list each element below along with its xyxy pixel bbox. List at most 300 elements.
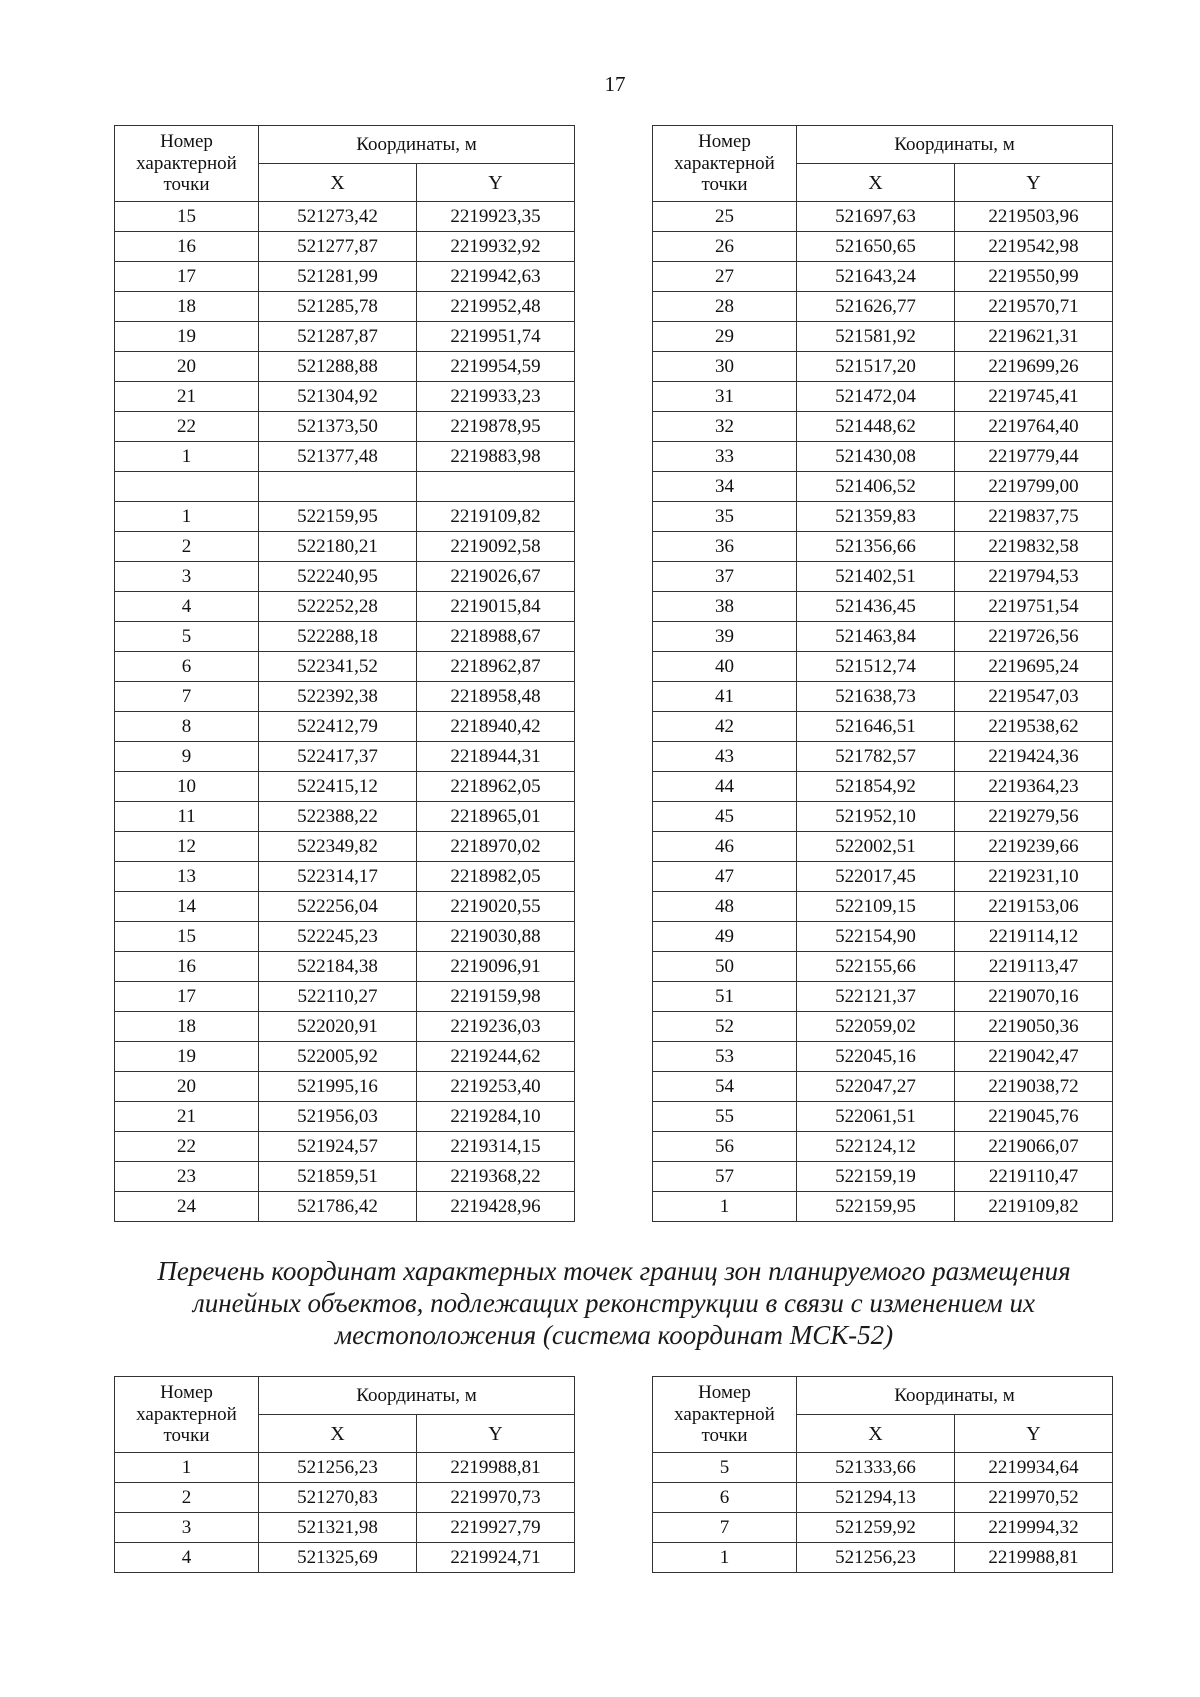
y-coordinate-cell: 2219699,26 <box>955 352 1113 382</box>
point-number-cell: 38 <box>653 592 797 622</box>
y-coordinate-cell: 2218958,48 <box>417 682 575 712</box>
x-coordinate-cell: 521333,66 <box>797 1453 955 1483</box>
point-number-cell: 33 <box>653 442 797 472</box>
header-y: Y <box>417 164 575 202</box>
x-coordinate-cell: 522020,91 <box>259 1012 417 1042</box>
point-number-cell: 28 <box>653 292 797 322</box>
point-number-cell: 17 <box>115 262 259 292</box>
point-number-cell: 39 <box>653 622 797 652</box>
x-coordinate-cell: 522110,27 <box>259 982 417 1012</box>
header-coordinates: Координаты, м <box>259 1377 575 1415</box>
y-coordinate-cell: 2219030,88 <box>417 922 575 952</box>
x-coordinate-cell: 521281,99 <box>259 262 417 292</box>
point-number-cell: 49 <box>653 922 797 952</box>
x-coordinate-cell: 521854,92 <box>797 772 955 802</box>
coordinates-table-2 <box>652 125 1113 1222</box>
header-point-number: Номер характерной точки <box>653 126 797 202</box>
x-coordinate-cell: 521581,92 <box>797 322 955 352</box>
point-number-cell: 10 <box>115 772 259 802</box>
point-number-cell: 21 <box>115 1102 259 1132</box>
x-coordinate-cell: 522341,52 <box>259 652 417 682</box>
y-coordinate-cell: 2219751,54 <box>955 592 1113 622</box>
x-coordinate-cell: 521782,57 <box>797 742 955 772</box>
y-coordinate-cell: 2219927,79 <box>417 1513 575 1543</box>
x-coordinate-cell: 522314,17 <box>259 862 417 892</box>
y-coordinate-cell: 2219542,98 <box>955 232 1113 262</box>
table-row <box>115 952 575 982</box>
y-coordinate-cell: 2219368,22 <box>417 1162 575 1192</box>
x-coordinate-cell: 521277,87 <box>259 232 417 262</box>
x-coordinate-cell: 521952,10 <box>797 802 955 832</box>
table-row <box>115 1072 575 1102</box>
y-coordinate-cell: 2219988,81 <box>955 1543 1113 1573</box>
header-x: X <box>259 164 417 202</box>
x-coordinate-cell: 521650,65 <box>797 232 955 262</box>
y-coordinate-cell: 2219952,48 <box>417 292 575 322</box>
y-coordinate-cell: 2219923,35 <box>417 202 575 232</box>
point-number-cell: 12 <box>115 832 259 862</box>
table-row <box>115 532 575 562</box>
table-row <box>115 1102 575 1132</box>
point-number-cell: 46 <box>653 832 797 862</box>
y-coordinate-cell <box>417 472 575 502</box>
x-coordinate-cell: 522002,51 <box>797 832 955 862</box>
x-coordinate-cell: 521995,16 <box>259 1072 417 1102</box>
point-number-cell: 50 <box>653 952 797 982</box>
table-row <box>653 862 1113 892</box>
point-number-cell: 42 <box>653 712 797 742</box>
y-coordinate-cell: 2219239,66 <box>955 832 1113 862</box>
y-coordinate-cell: 2219236,03 <box>417 1012 575 1042</box>
x-coordinate-cell: 521325,69 <box>259 1543 417 1573</box>
x-coordinate-cell: 522388,22 <box>259 802 417 832</box>
table-row <box>653 742 1113 772</box>
point-number-cell: 9 <box>115 742 259 772</box>
x-coordinate-cell: 521924,57 <box>259 1132 417 1162</box>
x-coordinate-cell: 521517,20 <box>797 352 955 382</box>
table-row <box>653 1102 1113 1132</box>
header-x: X <box>797 164 955 202</box>
x-coordinate-cell <box>259 472 417 502</box>
point-number-cell: 15 <box>115 922 259 952</box>
point-number-cell: 18 <box>115 292 259 322</box>
point-number-cell: 18 <box>115 1012 259 1042</box>
x-coordinate-cell: 522392,38 <box>259 682 417 712</box>
table-row <box>653 682 1113 712</box>
x-coordinate-cell: 522047,27 <box>797 1072 955 1102</box>
y-coordinate-cell: 2219994,32 <box>955 1513 1113 1543</box>
table-row <box>653 1162 1113 1192</box>
header-y: Y <box>417 1415 575 1453</box>
x-coordinate-cell: 521373,50 <box>259 412 417 442</box>
point-number-cell: 1 <box>115 442 259 472</box>
table-row <box>653 952 1113 982</box>
table-row <box>653 622 1113 652</box>
point-number-cell: 40 <box>653 652 797 682</box>
y-coordinate-cell: 2219070,16 <box>955 982 1113 1012</box>
coordinates-table-4 <box>652 1376 1113 1573</box>
table-row <box>653 1483 1113 1513</box>
x-coordinate-cell: 521436,45 <box>797 592 955 622</box>
point-number-cell: 2 <box>115 532 259 562</box>
table-row <box>115 202 575 232</box>
y-coordinate-cell: 2219764,40 <box>955 412 1113 442</box>
y-coordinate-cell: 2219550,99 <box>955 262 1113 292</box>
y-coordinate-cell: 2219314,15 <box>417 1132 575 1162</box>
x-coordinate-cell: 522045,16 <box>797 1042 955 1072</box>
point-number-cell: 57 <box>653 1162 797 1192</box>
point-number-cell: 5 <box>115 622 259 652</box>
y-coordinate-cell: 2219621,31 <box>955 322 1113 352</box>
table-row <box>115 1453 575 1483</box>
y-coordinate-cell: 2218982,05 <box>417 862 575 892</box>
y-coordinate-cell: 2219695,24 <box>955 652 1113 682</box>
header-coordinates: Координаты, м <box>797 126 1113 164</box>
y-coordinate-cell: 2219794,53 <box>955 562 1113 592</box>
header-point-number: Номер характерной точки <box>653 1377 797 1453</box>
x-coordinate-cell: 521377,48 <box>259 442 417 472</box>
x-coordinate-cell: 521285,78 <box>259 292 417 322</box>
table-row <box>115 592 575 622</box>
table-row <box>115 322 575 352</box>
y-coordinate-cell: 2219954,59 <box>417 352 575 382</box>
y-coordinate-cell: 2219878,95 <box>417 412 575 442</box>
y-coordinate-cell: 2219570,71 <box>955 292 1113 322</box>
table-row <box>115 922 575 952</box>
table-row <box>115 232 575 262</box>
x-coordinate-cell: 521697,63 <box>797 202 955 232</box>
point-number-cell: 6 <box>115 652 259 682</box>
point-number-cell: 29 <box>653 322 797 352</box>
point-number-cell: 37 <box>653 562 797 592</box>
y-coordinate-cell: 2219231,10 <box>955 862 1113 892</box>
y-coordinate-cell: 2218944,31 <box>417 742 575 772</box>
table-row <box>653 382 1113 412</box>
point-number-cell: 22 <box>115 412 259 442</box>
x-coordinate-cell: 521626,77 <box>797 292 955 322</box>
y-coordinate-cell: 2219015,84 <box>417 592 575 622</box>
point-number-cell: 5 <box>653 1453 797 1483</box>
point-number-cell: 2 <box>115 1483 259 1513</box>
y-coordinate-cell: 2219096,91 <box>417 952 575 982</box>
table-row <box>653 712 1113 742</box>
point-number-cell: 22 <box>115 1132 259 1162</box>
point-number-cell: 20 <box>115 352 259 382</box>
y-coordinate-cell: 2219932,92 <box>417 232 575 262</box>
table-row <box>653 1012 1113 1042</box>
point-number-cell: 23 <box>115 1162 259 1192</box>
x-coordinate-cell: 521463,84 <box>797 622 955 652</box>
point-number-cell: 15 <box>115 202 259 232</box>
y-coordinate-cell: 2219970,52 <box>955 1483 1113 1513</box>
table-row <box>653 292 1113 322</box>
table-row <box>115 1012 575 1042</box>
x-coordinate-cell: 521646,51 <box>797 712 955 742</box>
x-coordinate-cell: 522417,37 <box>259 742 417 772</box>
y-coordinate-cell: 2219942,63 <box>417 262 575 292</box>
table-row <box>115 412 575 442</box>
y-coordinate-cell: 2219799,00 <box>955 472 1113 502</box>
point-number-cell: 26 <box>653 232 797 262</box>
table-row <box>653 1042 1113 1072</box>
point-number-cell: 25 <box>653 202 797 232</box>
x-coordinate-cell: 521402,51 <box>797 562 955 592</box>
x-coordinate-cell: 522159,19 <box>797 1162 955 1192</box>
x-coordinate-cell: 521270,83 <box>259 1483 417 1513</box>
x-coordinate-cell: 522124,12 <box>797 1132 955 1162</box>
table-row <box>115 802 575 832</box>
header-point-number: Номер характерной точки <box>115 126 259 202</box>
y-coordinate-cell: 2219279,56 <box>955 802 1113 832</box>
point-number-cell: 48 <box>653 892 797 922</box>
x-coordinate-cell: 522245,23 <box>259 922 417 952</box>
table-row <box>115 1132 575 1162</box>
table-row <box>115 442 575 472</box>
table-row <box>115 712 575 742</box>
x-coordinate-cell: 522412,79 <box>259 712 417 742</box>
x-coordinate-cell: 521287,87 <box>259 322 417 352</box>
table-row <box>653 832 1113 862</box>
y-coordinate-cell: 2218970,02 <box>417 832 575 862</box>
point-number-cell: 7 <box>115 682 259 712</box>
y-coordinate-cell: 2219424,36 <box>955 742 1113 772</box>
point-number-cell: 14 <box>115 892 259 922</box>
y-coordinate-cell: 2219253,40 <box>417 1072 575 1102</box>
point-number-cell: 27 <box>653 262 797 292</box>
point-number-cell: 41 <box>653 682 797 712</box>
point-number-cell: 17 <box>115 982 259 1012</box>
x-coordinate-cell: 522121,37 <box>797 982 955 1012</box>
point-number-cell: 45 <box>653 802 797 832</box>
x-coordinate-cell: 522017,45 <box>797 862 955 892</box>
y-coordinate-cell: 2219110,47 <box>955 1162 1113 1192</box>
table-row <box>115 352 575 382</box>
x-coordinate-cell: 521273,42 <box>259 202 417 232</box>
point-number-cell: 30 <box>653 352 797 382</box>
point-number-cell: 51 <box>653 982 797 1012</box>
coordinates-table-1 <box>114 125 575 1222</box>
x-coordinate-cell: 522240,95 <box>259 562 417 592</box>
y-coordinate-cell: 2219951,74 <box>417 322 575 352</box>
table-row <box>115 892 575 922</box>
table-row <box>653 772 1113 802</box>
header-coordinates: Координаты, м <box>797 1377 1113 1415</box>
y-coordinate-cell: 2219988,81 <box>417 1453 575 1483</box>
x-coordinate-cell: 521859,51 <box>259 1162 417 1192</box>
header-point-number: Номер характерной точки <box>115 1377 259 1453</box>
point-number-cell: 1 <box>115 1453 259 1483</box>
y-coordinate-cell: 2219153,06 <box>955 892 1113 922</box>
y-coordinate-cell: 2219832,58 <box>955 532 1113 562</box>
point-number-cell: 8 <box>115 712 259 742</box>
section-title: Перечень координат характерных точек границ зон планируемого размещения линейных объектов, подлежащих реконструкции в связи с изменением их местоположения (система координат МСК-52) <box>157 1256 1071 1350</box>
x-coordinate-cell: 522159,95 <box>797 1192 955 1222</box>
x-coordinate-cell: 521359,83 <box>797 502 955 532</box>
point-number-cell: 43 <box>653 742 797 772</box>
table-row <box>653 232 1113 262</box>
table-row <box>115 832 575 862</box>
y-coordinate-cell: 2219045,76 <box>955 1102 1113 1132</box>
x-coordinate-cell: 521638,73 <box>797 682 955 712</box>
table-row <box>653 1132 1113 1162</box>
x-coordinate-cell: 522252,28 <box>259 592 417 622</box>
table-row <box>115 1543 575 1573</box>
x-coordinate-cell: 521294,13 <box>797 1483 955 1513</box>
x-coordinate-cell: 522061,51 <box>797 1102 955 1132</box>
point-number-cell: 16 <box>115 232 259 262</box>
y-coordinate-cell: 2219159,98 <box>417 982 575 1012</box>
y-coordinate-cell: 2219726,56 <box>955 622 1113 652</box>
x-coordinate-cell: 521288,88 <box>259 352 417 382</box>
table-row <box>115 682 575 712</box>
point-number-cell: 21 <box>115 382 259 412</box>
y-coordinate-cell: 2219883,98 <box>417 442 575 472</box>
x-coordinate-cell: 522256,04 <box>259 892 417 922</box>
point-number-cell: 36 <box>653 532 797 562</box>
table-row <box>653 532 1113 562</box>
page-number: 17 <box>604 72 626 96</box>
y-coordinate-cell: 2219779,44 <box>955 442 1113 472</box>
x-coordinate-cell: 521356,66 <box>797 532 955 562</box>
x-coordinate-cell: 522059,02 <box>797 1012 955 1042</box>
point-number-cell: 19 <box>115 1042 259 1072</box>
coordinates-table-3 <box>114 1376 575 1573</box>
point-number-cell: 7 <box>653 1513 797 1543</box>
y-coordinate-cell: 2219547,03 <box>955 682 1113 712</box>
table-row <box>115 742 575 772</box>
x-coordinate-cell: 521786,42 <box>259 1192 417 1222</box>
table-row <box>653 592 1113 622</box>
y-coordinate-cell: 2219428,96 <box>417 1192 575 1222</box>
table-row <box>653 802 1113 832</box>
x-coordinate-cell: 522288,18 <box>259 622 417 652</box>
x-coordinate-cell: 521259,92 <box>797 1513 955 1543</box>
table-row <box>653 562 1113 592</box>
point-number-cell: 4 <box>115 1543 259 1573</box>
table-row <box>653 652 1113 682</box>
table-row <box>653 1513 1113 1543</box>
table-row <box>115 1192 575 1222</box>
y-coordinate-cell: 2219042,47 <box>955 1042 1113 1072</box>
x-coordinate-cell: 522180,21 <box>259 532 417 562</box>
table-row <box>115 772 575 802</box>
table-row <box>653 1543 1113 1573</box>
y-coordinate-cell: 2219113,47 <box>955 952 1113 982</box>
point-number-cell: 34 <box>653 472 797 502</box>
table-row <box>115 1162 575 1192</box>
y-coordinate-cell: 2218962,05 <box>417 772 575 802</box>
x-coordinate-cell: 521304,92 <box>259 382 417 412</box>
table-row <box>653 262 1113 292</box>
table-row <box>653 442 1113 472</box>
x-coordinate-cell: 521321,98 <box>259 1513 417 1543</box>
header-y: Y <box>955 1415 1113 1453</box>
point-number-cell: 1 <box>653 1543 797 1573</box>
table-row <box>115 1513 575 1543</box>
table-row <box>115 262 575 292</box>
table-row <box>653 472 1113 502</box>
table-row <box>653 922 1113 952</box>
y-coordinate-cell: 2219837,75 <box>955 502 1113 532</box>
header-coordinates: Координаты, м <box>259 126 575 164</box>
x-coordinate-cell: 521643,24 <box>797 262 955 292</box>
y-coordinate-cell: 2219109,82 <box>417 502 575 532</box>
x-coordinate-cell: 521448,62 <box>797 412 955 442</box>
point-number-cell: 3 <box>115 562 259 592</box>
point-number-cell: 52 <box>653 1012 797 1042</box>
table-row <box>653 502 1113 532</box>
point-number-cell: 56 <box>653 1132 797 1162</box>
table-row <box>653 1453 1113 1483</box>
point-number-cell: 16 <box>115 952 259 982</box>
point-number-cell: 11 <box>115 802 259 832</box>
table-row <box>653 1072 1113 1102</box>
y-coordinate-cell: 2219924,71 <box>417 1543 575 1573</box>
point-number-cell: 13 <box>115 862 259 892</box>
table-row <box>115 1042 575 1072</box>
x-coordinate-cell: 522154,90 <box>797 922 955 952</box>
point-number-cell: 20 <box>115 1072 259 1102</box>
y-coordinate-cell: 2219050,36 <box>955 1012 1113 1042</box>
y-coordinate-cell: 2219244,62 <box>417 1042 575 1072</box>
y-coordinate-cell: 2219020,55 <box>417 892 575 922</box>
x-coordinate-cell: 521256,23 <box>797 1543 955 1573</box>
y-coordinate-cell: 2219745,41 <box>955 382 1113 412</box>
y-coordinate-cell: 2219026,67 <box>417 562 575 592</box>
point-number-cell: 44 <box>653 772 797 802</box>
x-coordinate-cell: 522109,15 <box>797 892 955 922</box>
y-coordinate-cell: 2219109,82 <box>955 1192 1113 1222</box>
y-coordinate-cell: 2219038,72 <box>955 1072 1113 1102</box>
y-coordinate-cell: 2219933,23 <box>417 382 575 412</box>
x-coordinate-cell: 522415,12 <box>259 772 417 802</box>
x-coordinate-cell: 521256,23 <box>259 1453 417 1483</box>
header-y: Y <box>955 164 1113 202</box>
point-number-cell: 35 <box>653 502 797 532</box>
y-coordinate-cell: 2218965,01 <box>417 802 575 832</box>
point-number-cell: 31 <box>653 382 797 412</box>
x-coordinate-cell: 521406,52 <box>797 472 955 502</box>
x-coordinate-cell: 522159,95 <box>259 502 417 532</box>
point-number-cell: 6 <box>653 1483 797 1513</box>
y-coordinate-cell: 2219538,62 <box>955 712 1113 742</box>
y-coordinate-cell: 2219066,07 <box>955 1132 1113 1162</box>
point-number-cell: 47 <box>653 862 797 892</box>
table-row <box>115 292 575 322</box>
point-number-cell: 19 <box>115 322 259 352</box>
x-coordinate-cell: 522005,92 <box>259 1042 417 1072</box>
y-coordinate-cell: 2218962,87 <box>417 652 575 682</box>
point-number-cell: 1 <box>653 1192 797 1222</box>
table-row <box>653 982 1113 1012</box>
table-row <box>653 412 1113 442</box>
table-row <box>115 652 575 682</box>
y-coordinate-cell: 2218988,67 <box>417 622 575 652</box>
x-coordinate-cell: 522155,66 <box>797 952 955 982</box>
point-number-cell: 55 <box>653 1102 797 1132</box>
y-coordinate-cell: 2218940,42 <box>417 712 575 742</box>
x-coordinate-cell: 521472,04 <box>797 382 955 412</box>
point-number-cell: 54 <box>653 1072 797 1102</box>
table-row <box>653 892 1113 922</box>
x-coordinate-cell: 521956,03 <box>259 1102 417 1132</box>
table-row <box>653 202 1113 232</box>
table-row <box>653 352 1113 382</box>
y-coordinate-cell: 2219934,64 <box>955 1453 1113 1483</box>
table-row <box>115 982 575 1012</box>
y-coordinate-cell: 2219364,23 <box>955 772 1113 802</box>
table-row <box>115 1483 575 1513</box>
